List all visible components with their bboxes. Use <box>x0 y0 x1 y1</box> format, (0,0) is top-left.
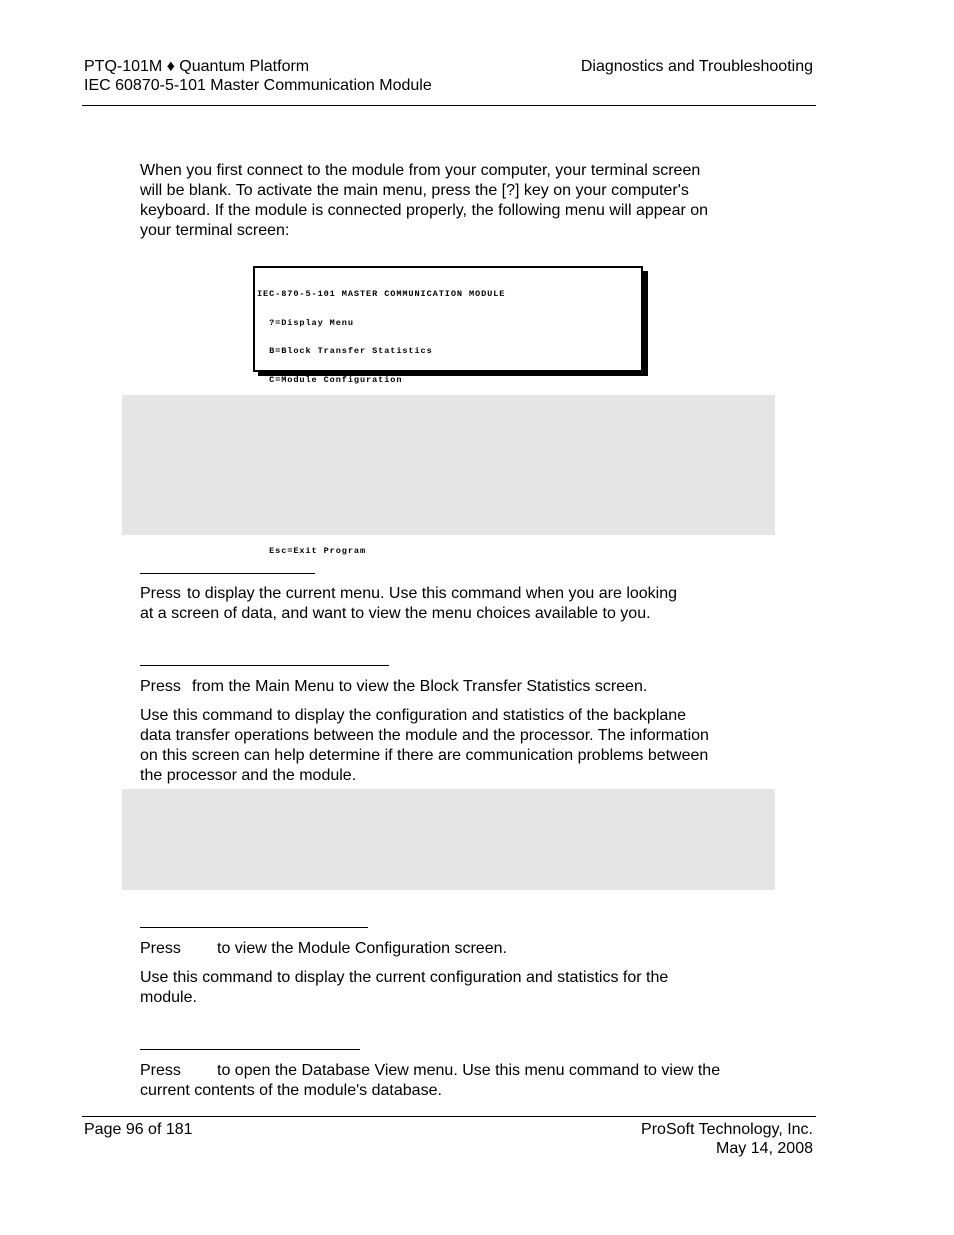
module-config-paragraph <box>140 968 780 1008</box>
block-transfer-paragraph <box>140 706 780 786</box>
terminal-line: ?=Display Menu <box>257 317 354 328</box>
press-word: Press <box>140 940 181 957</box>
footer-rule <box>82 1116 816 1117</box>
section-heading-rule <box>140 665 389 666</box>
terminal-line: B=Block Transfer Statistics <box>257 346 433 356</box>
block-transfer-text: from the Main Menu to view the Block Transfer Statistics screen. <box>192 678 648 695</box>
module-config-line: module. <box>140 989 197 1006</box>
section-heading-rule <box>140 573 315 574</box>
database-view-text: to open the Database View menu. Use this menu command to view the <box>217 1062 721 1079</box>
section-heading-rule <box>140 927 368 928</box>
intro-line: your terminal screen: <box>140 222 290 239</box>
footer-date: May 14, 2008 <box>716 1140 813 1157</box>
terminal-line: C=Module Configuration <box>257 374 403 385</box>
database-view-text: current contents of the module's database. <box>140 1082 442 1099</box>
intro-line: keyboard. If the module is connected properly, the following menu will appear on <box>140 202 709 219</box>
header-section-title: Diagnostics and Troubleshooting <box>580 58 813 75</box>
intro-line: will be blank. To activate the main menu, press the [?] key on your computer's <box>140 182 689 199</box>
footer-company: ProSoft Technology, Inc. <box>641 1121 813 1138</box>
block-transfer-line: data transfer operations between the module and the processor. The information <box>140 727 709 744</box>
module-config-line: Use this command to display the current configuration and statistics for the <box>140 969 669 986</box>
module-config-press-line <box>140 939 780 959</box>
press-word: Press <box>140 1062 181 1079</box>
terminal-screen <box>253 266 643 556</box>
block-transfer-line: on this screen can help determine if there are communication problems between <box>140 747 709 764</box>
display-menu-text: to display the current menu. Use this command when you are looking <box>187 585 678 602</box>
header-rule <box>82 105 816 106</box>
block-transfer-line: the processor and the module. <box>140 767 357 784</box>
intro-line: When you first connect to the module from your computer, your terminal screen <box>140 162 701 179</box>
note-box <box>122 395 775 535</box>
display-menu-text: at a screen of data, and want to view the menu choices available to you. <box>140 605 651 622</box>
module-config-text: to view the Module Configuration screen. <box>217 940 507 957</box>
section-heading-rule <box>140 1049 360 1050</box>
press-word: Press <box>140 585 181 602</box>
display-menu-paragraph <box>140 584 780 624</box>
header-title-line1: PTQ-101M ♦ Quantum Platform <box>84 58 310 75</box>
database-view-paragraph <box>140 1061 780 1101</box>
page-number: Page 96 of 181 <box>84 1121 193 1138</box>
block-transfer-press-line <box>140 677 780 697</box>
intro-paragraph <box>140 161 780 241</box>
note-box <box>122 789 775 890</box>
terminal-line: Esc=Exit Program <box>257 545 367 556</box>
block-transfer-line: Use this command to display the configuration and statistics of the backplane <box>140 707 687 724</box>
terminal-line: IEC-870-5-101 MASTER COMMUNICATION MODULE <box>257 289 506 299</box>
press-word: Press <box>140 678 181 695</box>
header-title-line2: IEC 60870-5-101 Master Communication Module <box>84 77 432 94</box>
